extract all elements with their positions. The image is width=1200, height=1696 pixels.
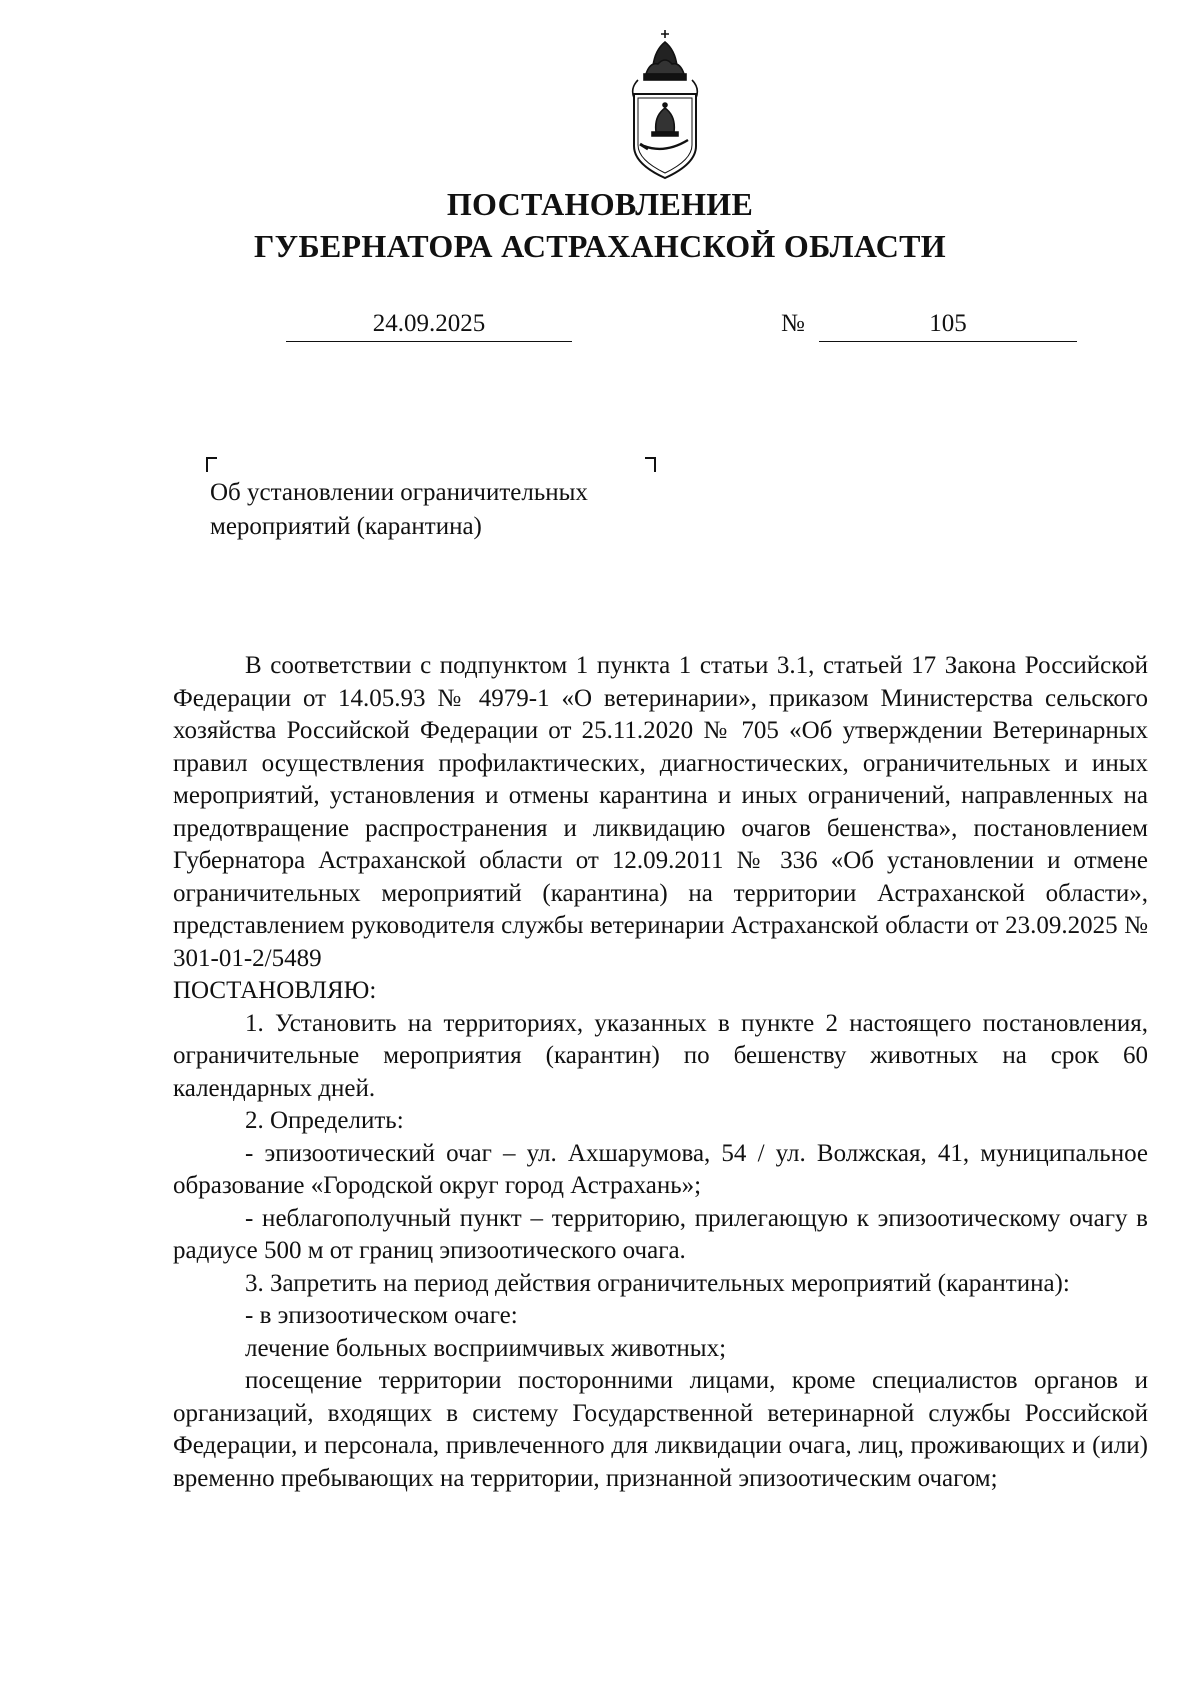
item-2-paragraph: 2. Определить: bbox=[245, 1107, 404, 1134]
document-type-title: ПОСТАНОВЛЕНИЕ bbox=[446, 186, 754, 222]
preamble-paragraph: В соответствии с подпунктом 1 пункта 1 статьи 3.1, статьей 17 Закона Российской Федерации от 14.05.93 № 4979-1 «О ветеринарии», приказом Министерства сельского хозяйства Российской Федерации от 25.11.2020 № 705 «Об утверждении Ветеринарных правил осуществления профилактических, диагностических, ограничительных и иных мероприятий, установления и отмены карантина и иных ограничений, направленных на предотвращение распространения и ликвидацию очагов бешенства», постановлением Губернатора Астраханской области от 12.09.2011 № 336 «Об установлении и отмене ограничительных мероприятий (карантина) на территории Астраханской области», представлением руководителя службы ветеринарии Астраханской области от 23.09.2025 № 301-01-2/5489 bbox=[173, 652, 1148, 972]
subject-line-1: Об установлении ограничительных bbox=[210, 479, 588, 506]
item-3-paragraph: 3. Запретить на период действия ограничительных мероприятий (карантина): bbox=[245, 1269, 1070, 1297]
item-2a-paragraph: - эпизоотический очаг – ул. Ахшарумова, 54 / ул. Волжская, 41, муниципальное образование «Городской округ город Астрахань»; bbox=[173, 1139, 1148, 1199]
document-number: 105 bbox=[819, 307, 1077, 342]
subject-line-2: мероприятий (карантина) bbox=[210, 513, 482, 540]
item-2b-paragraph: - неблагополучный пункт – территорию, прилегающую к эпизоотическому очагу в радиусе 500 м от границ эпизоотического очага. bbox=[173, 1204, 1148, 1264]
number-sign: № bbox=[781, 310, 805, 337]
coat-of-arms-icon bbox=[620, 28, 710, 182]
decree-word: ПОСТАНОВЛЯЮ: bbox=[173, 977, 377, 1004]
document-body bbox=[173, 650, 1148, 1495]
document-date: 24.09.2025 bbox=[286, 307, 572, 342]
issuer-title: ГУБЕРНАТОРА АСТРАХАНСКОЙ ОБЛАСТИ bbox=[254, 228, 946, 264]
subject-bracket-right bbox=[645, 457, 656, 472]
item-3a2-paragraph: посещение территории посторонними лицами, кроме специалистов органов и организаций, входящих в систему Государственной ветеринарной службы Российской Федерации, и персонала, привлеченного для ликвидации очага, лиц, проживающих и (или) временно пребывающих на территории, признанной эпизоотическим очагом; bbox=[173, 1367, 1148, 1492]
item-3a1-paragraph: лечение больных восприимчивых животных; bbox=[245, 1334, 727, 1362]
subject-bracket-left bbox=[206, 457, 217, 472]
item-3a-paragraph: - в эпизоотическом очаге: bbox=[245, 1302, 518, 1329]
item-1-paragraph: 1. Установить на территориях, указанных в пункте 2 настоящего постановления, ограничительные мероприятия (карантин) по бешенству животных на срок 60 календарных дней. bbox=[173, 1009, 1148, 1102]
document-subject bbox=[210, 476, 680, 544]
